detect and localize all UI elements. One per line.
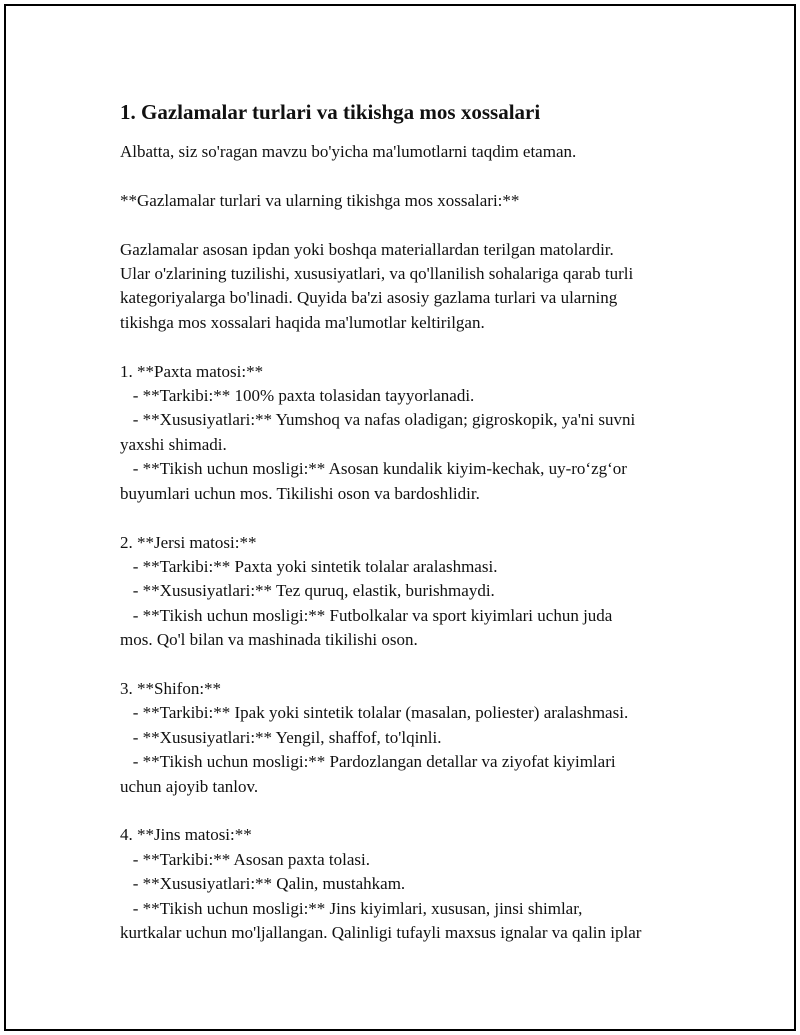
document-page <box>4 4 796 1031</box>
document-content <box>120 98 700 945</box>
document-heading: 1. Gazlamalar turlari va tikishga mos xossalari <box>120 100 541 124</box>
document-body-text: Albatta, siz so'ragan mavzu bo'yicha ma'lumotlarni taqdim etaman. **Gazlamalar turlari va ularning tikishga mos xossalari:** Gazlamalar asosan ipdan yoki boshqa materiallardan terilgan matolardir. Ular o'zlarining tuzilishi, xususiyatlari, va qo'llanilish sohalariga qarab turli kategoriyalarga bo'linadi. Quyida ba'zi asosiy gazlama turlari va ularning tikishga mos xossalari haqida ma'lumotlar keltirilgan. 1. **Paxta matosi:** - **Tarkibi:** 100% paxta tolasidan tayyorlanadi. - **Xususiyatlari:** Yumshoq va nafas oladigan; gigroskopik, ya'ni suvni yaxshi shimadi. - **Tikish uchun mosligi:** Asosan kundalik kiyim-kechak, uy-ro‘zg‘or buyumlari uchun mos. Tikilishi oson va bardoshlidir. 2. **Jersi matosi:** - **Tarkibi:** Paxta yoki sintetik tolalar aralashmasi. - **Xususiyatlari:** Tez quruq, elastik, burishmaydi. - **Tikish uchun mosligi:** Futbolkalar va sport kiyimlari uchun juda mos. Qo'l bilan va mashinada tikilishi oson. 3. **Shifon:** - **Tarkibi:** Ipak yoki sintetik tolalar (masalan, poliester) aralashmasi. - **Xususiyatlari:** Yengil, shaffof, to'lqinli. - **Tikish uchun mosligi:** Pardozlangan detallar va ziyofat kiyimlari uchun ajoyib tanlov. 4. **Jins matosi:** - **Tarkibi:** Asosan paxta tolasi. - **Xususiyatlari:** Qalin, mustahkam. - **Tikish uchun mosligi:** Jins kiyimlari, xususan, jinsi shimlar, kurtkalar uchun mo'ljallangan. Qalinligi tufayli maxsus ignalar va qalin iplar <box>120 142 642 942</box>
